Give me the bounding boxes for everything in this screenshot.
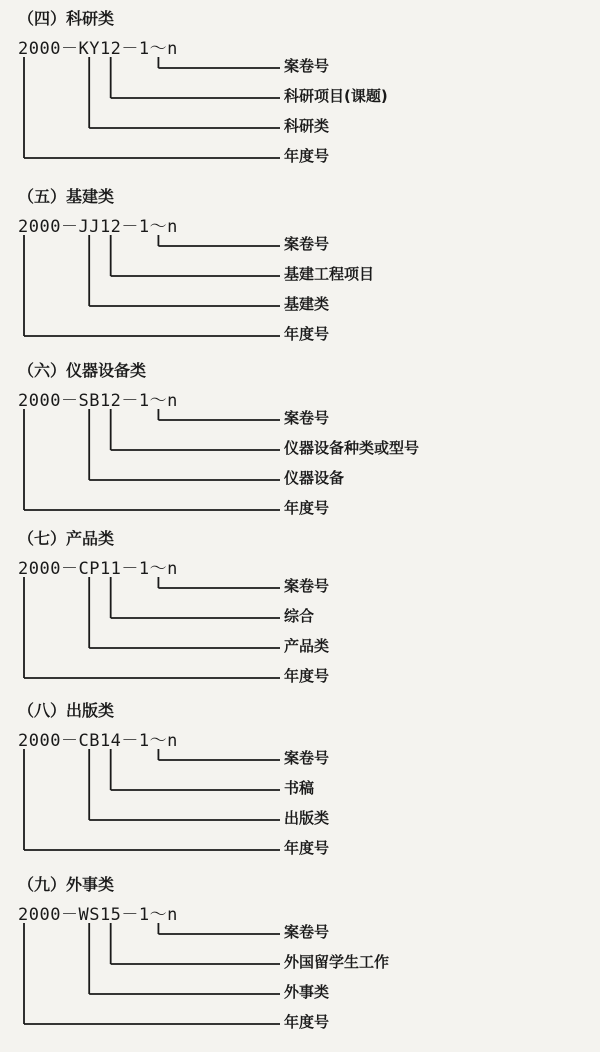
file-number-label: 案卷号: [284, 749, 330, 767]
item-label: 书稿: [284, 779, 315, 797]
category-label: 基建类: [284, 295, 330, 313]
section-title: （四）科研类: [18, 9, 115, 28]
year-code: 2000: [18, 391, 61, 411]
file-end: n: [167, 559, 178, 579]
category-label: 仪器设备: [284, 469, 345, 487]
file-end: n: [167, 391, 178, 411]
category-code: WS: [78, 905, 100, 925]
section-title: （五）基建类: [18, 187, 115, 206]
file-end: n: [167, 905, 178, 925]
item-code: 12: [99, 217, 122, 237]
file-start: 1: [138, 39, 150, 59]
file-end: n: [167, 217, 178, 237]
item-label: 科研项目(课题): [284, 87, 388, 105]
year-label: 年度号: [284, 499, 330, 517]
tilde: ～: [149, 39, 168, 59]
section-title: （八）出版类: [18, 701, 115, 720]
file-number-label: 案卷号: [284, 577, 330, 595]
year-label: 年度号: [284, 325, 330, 343]
category-label: 科研类: [284, 117, 330, 135]
dash-1: －: [60, 217, 79, 237]
dash-1: －: [60, 905, 79, 925]
file-start: 1: [138, 217, 150, 237]
file-number-label: 案卷号: [284, 409, 330, 427]
dash-1: －: [60, 391, 79, 411]
year-label: 年度号: [284, 147, 330, 165]
item-code: 15: [99, 905, 122, 925]
file-number-label: 案卷号: [284, 235, 330, 253]
dash-1: －: [60, 731, 79, 751]
section-title: （六）仪器设备类: [18, 361, 147, 380]
category-code: CB: [78, 731, 100, 751]
tilde: ～: [149, 391, 168, 411]
tilde: ～: [149, 217, 168, 237]
file-start: 1: [138, 905, 150, 925]
item-label: 仪器设备种类或型号: [284, 439, 420, 457]
file-number-label: 案卷号: [284, 57, 330, 75]
category-code: KY: [78, 39, 100, 59]
file-number-label: 案卷号: [284, 923, 330, 941]
dash-1: －: [60, 39, 79, 59]
item-label: 基建工程项目: [284, 265, 375, 283]
file-start: 1: [138, 391, 150, 411]
dash-2: －: [121, 39, 139, 59]
file-start: 1: [138, 731, 150, 751]
file-end: n: [167, 731, 178, 751]
dash-2: －: [121, 217, 139, 237]
item-label: 综合: [284, 607, 315, 625]
tilde: ～: [149, 559, 168, 579]
year-code: 2000: [18, 559, 61, 579]
category-code: JJ: [78, 217, 100, 237]
file-end: n: [167, 39, 178, 59]
dash-2: －: [121, 559, 139, 579]
dash-2: －: [121, 731, 139, 751]
year-code: 2000: [18, 217, 61, 237]
file-start: 1: [138, 559, 150, 579]
dash-2: －: [121, 905, 139, 925]
year-code: 2000: [18, 39, 61, 59]
year-label: 年度号: [284, 839, 330, 857]
tilde: ～: [149, 905, 168, 925]
item-code: 12: [99, 39, 122, 59]
category-code: SB: [78, 391, 100, 411]
category-label: 产品类: [284, 637, 330, 655]
item-code: 14: [99, 731, 122, 751]
category-label: 出版类: [284, 809, 330, 827]
category-label: 外事类: [284, 983, 330, 1001]
section-title: （九）外事类: [18, 875, 115, 894]
item-code: 12: [99, 391, 122, 411]
item-label: 外国留学生工作: [284, 953, 390, 971]
tilde: ～: [149, 731, 168, 751]
year-code: 2000: [18, 731, 61, 751]
section-title: （七）产品类: [18, 529, 115, 548]
dash-2: －: [121, 391, 139, 411]
year-code: 2000: [18, 905, 61, 925]
category-code: CP: [78, 559, 100, 579]
dash-1: －: [60, 559, 79, 579]
year-label: 年度号: [284, 667, 330, 685]
item-code: 11: [99, 559, 122, 579]
year-label: 年度号: [284, 1013, 330, 1031]
